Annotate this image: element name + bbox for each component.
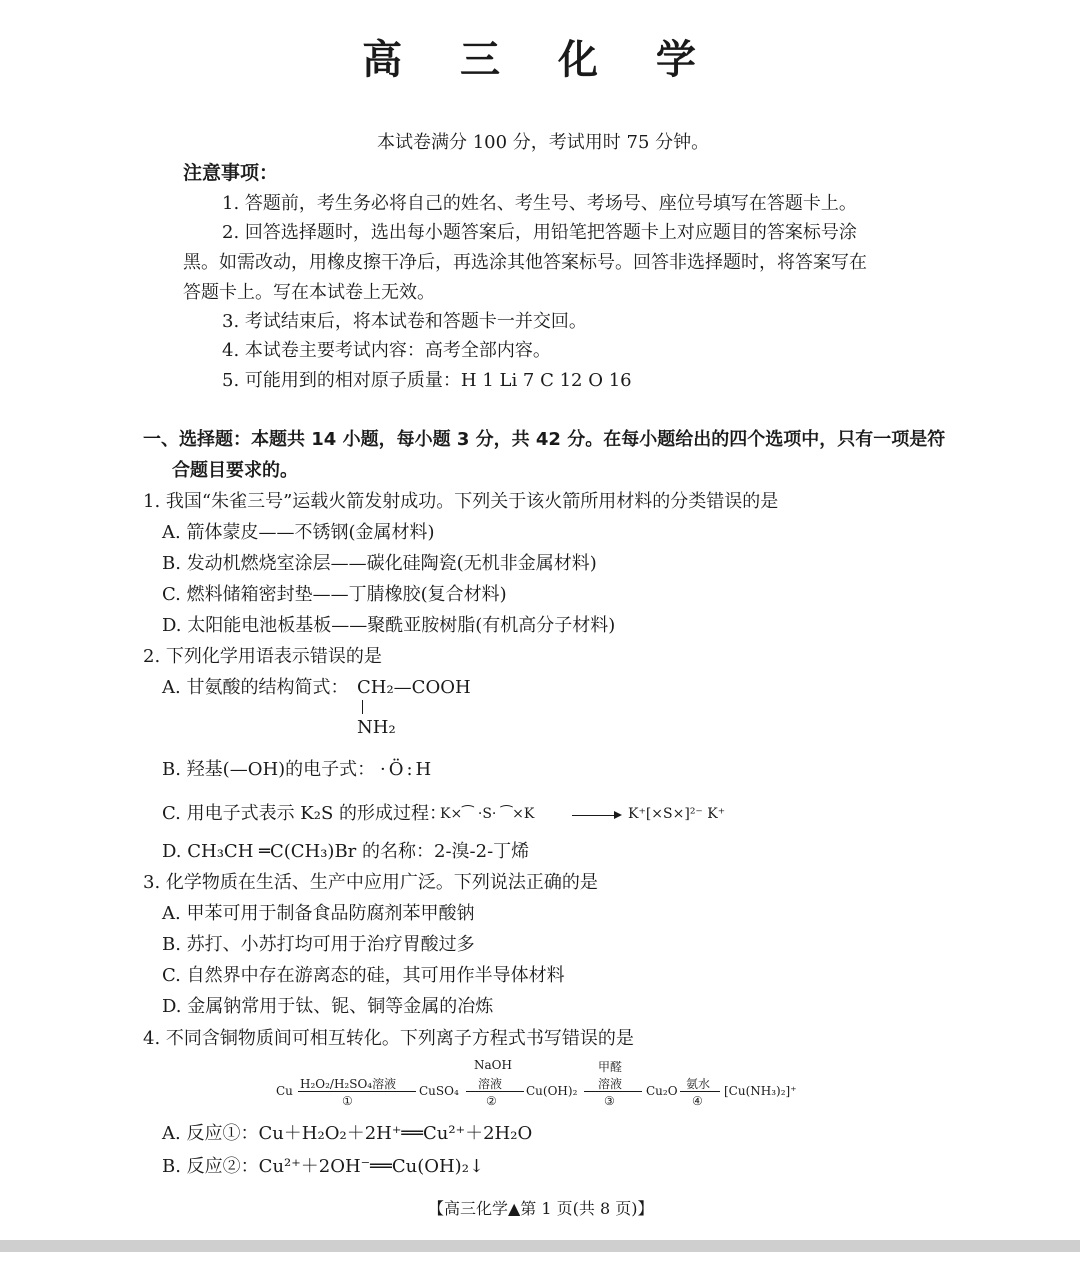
exam-intro: 本试卷满分 100 分，考试用时 75 分钟。 bbox=[377, 132, 710, 153]
reagent-1: H₂O₂/H₂SO₄溶液 bbox=[300, 1077, 397, 1091]
q1-option-c: C. 燃料储箱密封垫——丁腈橡胶(复合材料) bbox=[162, 584, 507, 605]
bond-line bbox=[362, 700, 363, 714]
q2-option-c-reactants: K×⁀ ·S· ⁀×K bbox=[440, 806, 535, 822]
q3-option-d: D. 金属钠常用于钛、铌、铜等金属的冶炼 bbox=[162, 996, 494, 1017]
q2-option-b-formula: ·Ö:H bbox=[380, 759, 435, 780]
conversion-scheme bbox=[276, 1058, 806, 1114]
species-cuoh2: Cu(OH)₂ bbox=[526, 1084, 578, 1098]
step-3-label: ③ bbox=[604, 1094, 615, 1108]
page-title: 高 三 化 学 bbox=[362, 37, 718, 83]
species-cu: Cu bbox=[276, 1084, 293, 1098]
q1-option-d: D. 太阳能电池板基板——聚酰亚胺树脂(有机高分子材料) bbox=[162, 615, 616, 636]
q3-stem: 3. 化学物质在生活、生产中应用广泛。下列说法正确的是 bbox=[143, 872, 598, 893]
species-complex: [Cu(NH₃)₂]⁺ bbox=[724, 1084, 797, 1098]
reagent-3-form: 溶液 bbox=[598, 1077, 623, 1091]
q4-option-b: B. 反应②：Cu²⁺＋2OH⁻══Cu(OH)₂↓ bbox=[162, 1156, 484, 1177]
q1-option-a: A. 箭体蒙皮——不锈钢(金属材料) bbox=[162, 522, 435, 543]
arrow-1-icon bbox=[298, 1091, 416, 1092]
notice-item-2-line-3: 答题卡上。写在本试卷上无效。 bbox=[183, 282, 435, 303]
step-4-label: ④ bbox=[692, 1094, 703, 1108]
q4-option-a: A. 反应①：Cu＋H₂O₂＋2H⁺══Cu²⁺＋2H₂O bbox=[162, 1123, 533, 1144]
species-cuso4: CuSO₄ bbox=[419, 1084, 459, 1098]
q2-option-a-amine: NH₂ bbox=[357, 717, 396, 738]
q2-option-a-formula: CH₂—COOH bbox=[357, 677, 471, 698]
notice-heading: 注意事项： bbox=[183, 162, 279, 184]
arrow-3-icon bbox=[584, 1091, 642, 1092]
section-heading-line-2: 合题目要求的。 bbox=[172, 460, 298, 481]
q2-option-d: D. CH₃CH ═C(CH₃)Br 的名称：2-溴-2-丁烯 bbox=[162, 841, 530, 862]
step-1-label: ① bbox=[342, 1094, 353, 1108]
notice-item-2-line-1: 2. 回答选择题时，选出每小题答案后，用铅笔把答题卡上对应题目的答案标号涂 bbox=[222, 222, 857, 243]
notice-item-3: 3. 考试结束后，将本试卷和答题卡一并交回。 bbox=[222, 311, 587, 332]
reaction-arrow-icon bbox=[572, 815, 620, 816]
arrow-4-icon bbox=[680, 1091, 720, 1092]
arrowhead-icon bbox=[614, 811, 622, 819]
notice-item-2-line-2: 黑。如需改动，用橡皮擦干净后，再选涂其他答案标号。回答非选择题时，将答案写在 bbox=[183, 252, 867, 273]
reagent-4: 氨水 bbox=[686, 1077, 711, 1091]
notice-item-4: 4. 本试卷主要考试内容：高考全部内容。 bbox=[222, 340, 551, 361]
notice-item-1: 1. 答题前，考生务必将自己的姓名、考生号、考场号、座位号填写在答题卡上。 bbox=[222, 193, 857, 214]
reagent-2-form: 溶液 bbox=[478, 1077, 503, 1091]
section-heading-line-1: 一、选择题：本题共 14 小题，每小题 3 分，共 42 分。在每小题给出的四个选项中，只有一项是符 bbox=[143, 429, 946, 450]
q3-option-b: B. 苏打、小苏打均可用于治疗胃酸过多 bbox=[162, 934, 475, 955]
q3-option-a: A. 甲苯可用于制备食品防腐剂苯甲酸钠 bbox=[162, 903, 475, 924]
step-2-label: ② bbox=[486, 1094, 497, 1108]
species-cu2o: Cu₂O bbox=[646, 1084, 678, 1098]
notice-item-5: 5. 可能用到的相对原子质量：H 1 Li 7 C 12 O 16 bbox=[222, 370, 632, 391]
bottom-divider bbox=[0, 1240, 1080, 1252]
page-footer: 【高三化学▲第 1 页(共 8 页)】 bbox=[428, 1199, 654, 1218]
reagent-3-name: 甲醛 bbox=[598, 1060, 623, 1074]
q2-option-a-label: A. 甘氨酸的结构简式： bbox=[162, 677, 349, 698]
q1-option-b: B. 发动机燃烧室涂层——碳化硅陶瓷(无机非金属材料) bbox=[162, 553, 597, 574]
q2-option-b-label: B. 羟基(—OH)的电子式： bbox=[162, 759, 376, 780]
q2-option-c-product: K⁺[×S×]²⁻ K⁺ bbox=[628, 806, 726, 822]
q1-stem: 1. 我国“朱雀三号”运载火箭发射成功。下列关于该火箭所用材料的分类错误的是 bbox=[143, 491, 779, 512]
q2-stem: 2. 下列化学用语表示错误的是 bbox=[143, 646, 382, 667]
q2-option-c-label: C. 用电子式表示 K₂S 的形成过程： bbox=[162, 803, 448, 824]
q4-stem: 4. 不同含铜物质间可相互转化。下列离子方程式书写错误的是 bbox=[143, 1028, 634, 1049]
reagent-2-name: NaOH bbox=[474, 1058, 512, 1072]
arrow-2-icon bbox=[466, 1091, 524, 1092]
q3-option-c: C. 自然界中存在游离态的硅，其可用作半导体材料 bbox=[162, 965, 565, 986]
